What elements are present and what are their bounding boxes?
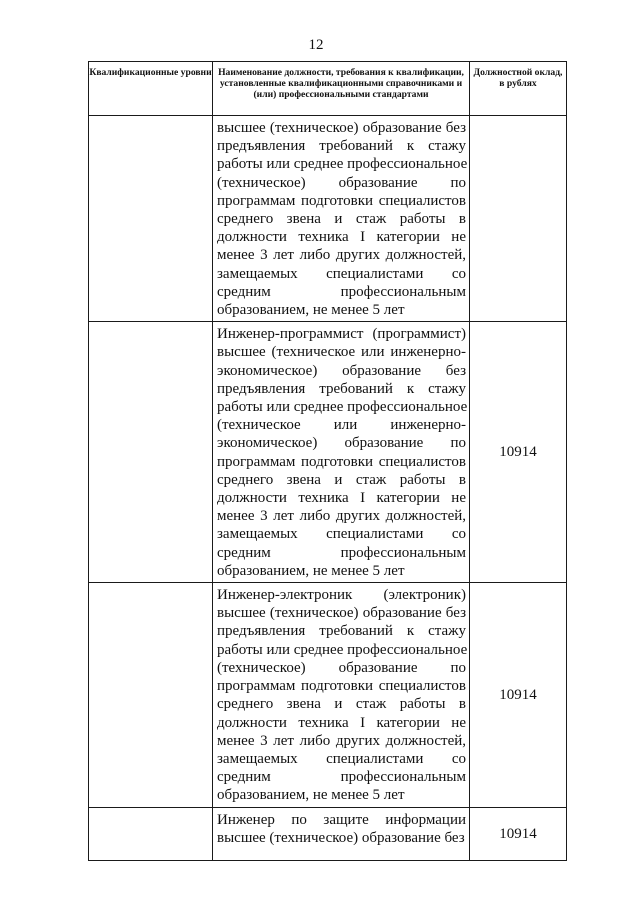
description-line: среднего звена и стаж работы в [217,471,466,488]
header-salary: Должностной оклад, в рублях [470,62,567,116]
description-line: (техническое) образование по [217,174,466,191]
description-line: должности техника I категории не [217,490,466,507]
description-line: средним профессиональным [217,769,466,786]
table-row [89,583,567,807]
description-line: высшее (техническое) образование без [217,605,466,622]
description-line: (техническое) образование по [217,659,466,676]
description-line: менее 3 лет либо других должностей, [217,732,466,749]
description-line: экономическое) образование без [217,362,466,379]
cell-qualification-level [89,583,213,807]
qualification-table [88,61,567,861]
cell-salary [470,116,567,322]
description-line: должности техника I категории не [217,714,466,731]
description-line: (техническое или инженерно- [217,417,466,434]
header-position-requirements: Наименование должности, требования к квалификации, установленные квалификационными справочниками и (или) профессиональными стандартами [213,62,470,116]
description-line: замещаемых специалистами со [217,526,466,543]
description-line: работы или среднее профессиональное [217,156,468,173]
cell-position-description [213,583,470,807]
cell-salary: 10914 [470,322,567,583]
cell-qualification-level [89,807,213,860]
description-line: работы или среднее профессиональное [217,641,468,658]
table-header-row [89,62,567,116]
description-line: замещаемых специалистами со [217,265,466,282]
description-line: предъявления требований к стажу [217,623,466,640]
page-number: 12 [308,37,324,53]
table-row [89,116,567,322]
cell-position-description [213,322,470,583]
description-line: программам подготовки специалистов [217,192,466,209]
description-line: образованием, не менее 5 лет [217,787,405,804]
description-line: замещаемых специалистами со [217,750,466,767]
description-line: среднего звена и стаж работы в [217,696,466,713]
description-line: предъявления требований к стажу [217,138,466,155]
table-row [89,807,567,860]
cell-position-description [213,116,470,322]
description-line: Инженер-программист (программист) [217,326,466,343]
description-line: экономическое) образование по [217,435,466,452]
description-line: Инженер по защите информации [217,811,466,828]
description-line: предъявления требований к стажу [217,380,466,397]
description-line: Инженер-электроник (электроник) [217,587,466,604]
description-line: высшее (техническое) образование без [217,829,465,846]
description-line: средним профессиональным [217,544,466,561]
cell-qualification-level [89,322,213,583]
description-line: должности техника I категории не [217,229,466,246]
header-qualification-levels: Квалификационные уровни [89,62,213,116]
description-line: средним профессиональным [217,283,466,300]
description-line: работы или среднее профессиональное [217,399,468,416]
cell-position-description [213,807,470,860]
cell-qualification-level [89,116,213,322]
cell-salary: 10914 [470,807,567,860]
table-row [89,322,567,583]
description-line: среднего звена и стаж работы в [217,211,466,228]
description-line: образованием, не менее 5 лет [217,302,405,319]
table-body [89,116,567,861]
description-line: программам подготовки специалистов [217,453,466,470]
description-line: программам подготовки специалистов [217,678,466,695]
description-line: менее 3 лет либо других должностей, [217,508,466,525]
cell-salary: 10914 [470,583,567,807]
description-line: высшее (техническое) образование без [217,120,466,136]
description-line: менее 3 лет либо других должностей, [217,247,466,264]
description-line: образованием, не менее 5 лет [217,562,405,579]
description-line: высшее (техническое или инженерно- [217,344,466,361]
